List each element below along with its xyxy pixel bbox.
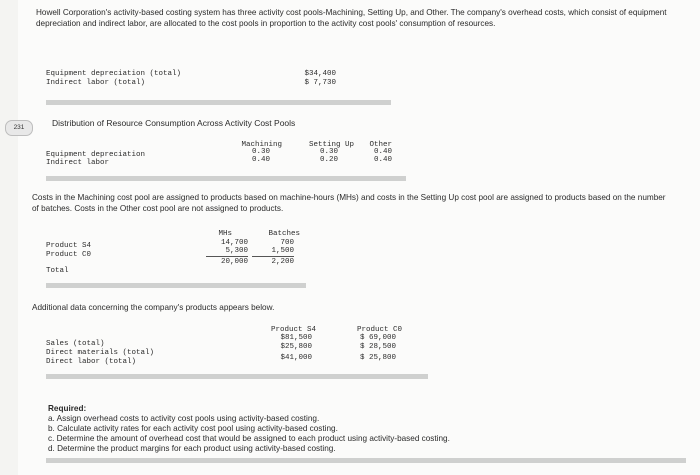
c0-batches: 1,500 — [252, 247, 294, 257]
header-setting-up: Setting Up — [308, 141, 354, 149]
costs-paragraph: Costs in the Machining cost pool are assigned to products based on machine-hours (MHs) and costs in the Setting Up cost pool are assigned to products based on the number of batches. Costs in the Other cost pool are not assigned to products. — [32, 193, 666, 213]
required-item-c: c. Determine the amount of overhead cost that would be assigned to each product using activity-based costing. — [48, 434, 450, 443]
overhead-label-equipment: Equipment depreciation (total) — [46, 70, 182, 78]
additional-data-text: Additional data concerning the company's products appears below. — [32, 303, 275, 312]
row-label-labor: Indirect labor — [46, 159, 110, 167]
s4-mhs: 14,700 — [220, 239, 248, 247]
divider — [46, 374, 428, 379]
required-section — [48, 404, 450, 454]
distribution-table — [46, 141, 406, 171]
activity-label-s4: Product S4 — [46, 242, 92, 250]
activity-label-c0: Product C0 — [46, 251, 92, 259]
equipment-other: 0.40 — [373, 148, 392, 156]
divider — [46, 176, 406, 181]
divider — [46, 100, 391, 105]
equipment-setting-up: 0.30 — [319, 148, 338, 156]
c0-direct-materials: $ 28,500 — [359, 343, 396, 351]
c0-mhs: 5,300 — [206, 247, 248, 257]
labor-machining: 0.40 — [251, 156, 270, 164]
labor-setting-up: 0.20 — [319, 156, 338, 164]
c0-direct-labor: $ 25,800 — [359, 354, 396, 362]
c0-sales: $ 69,000 — [359, 334, 396, 342]
divider — [46, 458, 686, 463]
label-sales: Sales (total) — [46, 340, 105, 348]
s4-sales: $81,500 — [280, 334, 312, 342]
problem-number-badge: 231 — [5, 120, 33, 136]
total-batches: 2,200 — [271, 258, 294, 266]
label-direct-labor: Direct labor (total) — [46, 358, 137, 366]
intro-text: Howell Corporation's activity-based costing system has three activity cost pools-Machining, Setting Up, and Other. The company's overhead costs, which consist of equipment depreciation and indirect labor, are allocated to the cost pools in proportion to the activity cost pools' consumption of resources. — [36, 8, 667, 28]
overhead-value-labor: $ 7,730 — [304, 79, 336, 87]
header-product-s4: Product S4 — [270, 326, 316, 334]
total-mhs: 20,000 — [220, 258, 248, 266]
activity-table — [46, 230, 306, 278]
s4-direct-labor: $41,000 — [280, 354, 312, 362]
product-data-table — [46, 326, 416, 368]
equipment-machining: 0.30 — [251, 148, 270, 156]
divider — [46, 283, 306, 288]
header-mhs: MHs — [218, 230, 232, 238]
required-item-b: b. Calculate activity rates for each activity cost pool using activity-based costing. — [48, 424, 338, 433]
s4-batches: 700 — [280, 239, 294, 247]
overhead-table — [46, 70, 336, 100]
labor-other: 0.40 — [373, 156, 392, 164]
required-item-a: a. Assign overhead costs to activity cost pools using activity-based costing. — [48, 414, 320, 423]
label-direct-materials: Direct materials (total) — [46, 349, 155, 357]
distribution-title: Distribution of Resource Consumption Across Activity Cost Pools — [52, 118, 296, 128]
overhead-label-labor: Indirect labor (total) — [46, 79, 146, 87]
required-title: Required: — [48, 404, 87, 413]
overhead-value-equipment: $34,400 — [304, 70, 336, 78]
header-batches: Batches — [268, 230, 300, 238]
required-item-d: d. Determine the product margins for each product using activity-based costing. — [48, 444, 336, 453]
header-other: Other — [369, 141, 392, 149]
row-label-equipment: Equipment depreciation — [46, 151, 146, 159]
header-machining: Machining — [241, 141, 282, 149]
header-product-c0: Product C0 — [356, 326, 402, 334]
s4-direct-materials: $25,800 — [280, 343, 312, 351]
problem-page — [13, 0, 700, 475]
activity-label-total: Total — [46, 267, 69, 275]
